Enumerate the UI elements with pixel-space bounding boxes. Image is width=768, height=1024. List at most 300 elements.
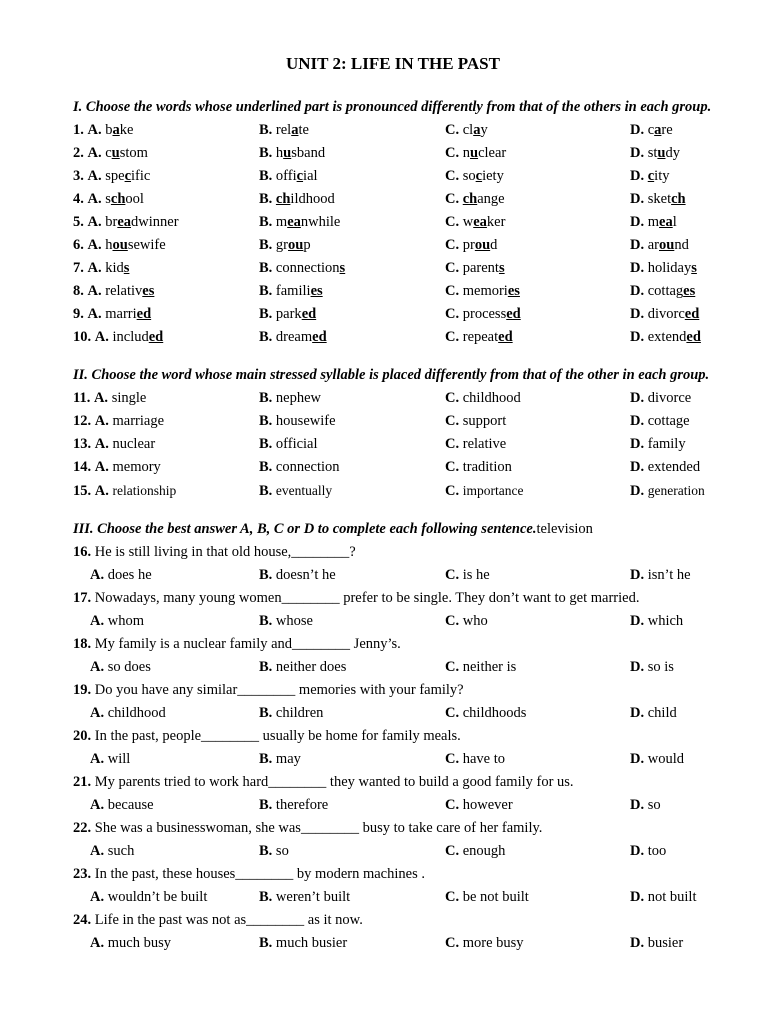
option-a <box>73 479 176 503</box>
question-number: 3. <box>73 168 84 184</box>
word-part: gr <box>275 237 289 253</box>
option-letter: C. <box>445 214 460 230</box>
option-text: would <box>647 751 684 767</box>
option-b <box>259 610 313 633</box>
word-part: cottag <box>647 283 684 299</box>
section-stress <box>73 364 709 502</box>
word-part: sket <box>647 191 672 207</box>
word-part: extend <box>647 329 687 345</box>
option-word: relationship <box>112 483 177 498</box>
question-number: 19. <box>73 682 92 698</box>
question-number: 14. <box>73 459 92 475</box>
option-d <box>630 211 677 234</box>
option-text: does he <box>107 567 152 583</box>
option-text: enough <box>462 843 506 859</box>
question-number: 13. <box>73 436 92 452</box>
word-part: offi <box>275 168 297 184</box>
underlined-part: ch <box>462 191 478 207</box>
option-d <box>630 303 699 326</box>
option-d <box>630 188 686 211</box>
section-heading-tail: television <box>536 521 593 537</box>
underlined-part: es <box>310 283 323 299</box>
option-text: who <box>462 613 488 629</box>
option-letter: B. <box>259 659 273 675</box>
option-letter: B. <box>259 797 273 813</box>
option-word: nuclear <box>112 436 156 452</box>
question-row <box>73 479 709 502</box>
option-a <box>73 326 163 349</box>
option-word: importance <box>462 483 524 498</box>
option-word: relative <box>462 436 507 452</box>
underlined-part: ea <box>659 214 673 230</box>
option-letter: B. <box>259 191 273 207</box>
option-letter: B. <box>259 306 273 322</box>
option-c <box>445 326 513 349</box>
option-a <box>90 702 166 725</box>
option-text: such <box>107 843 135 859</box>
word-part: c <box>647 122 655 138</box>
option-a <box>73 211 179 234</box>
option-letter: C. <box>445 483 460 499</box>
underlined-part: ea <box>473 214 487 230</box>
option-text: so is <box>647 659 674 675</box>
option-letter: A. <box>87 283 102 299</box>
question-row <box>73 280 711 303</box>
question-text: He is still living in that old house,________? <box>94 544 356 560</box>
word-part: y <box>480 122 488 138</box>
option-letter: A. <box>90 935 105 951</box>
option-text: wouldn’t be built <box>107 889 208 905</box>
option-letter: D. <box>630 145 645 161</box>
option-c <box>445 387 521 410</box>
option-word: divorce <box>647 390 692 406</box>
option-letter: A. <box>93 390 109 406</box>
word-part: n <box>462 145 470 161</box>
word-part: rel <box>275 122 292 138</box>
option-text: childhood <box>107 705 166 721</box>
option-a <box>73 188 144 211</box>
option-letter: B. <box>259 613 273 629</box>
underlined-part: u <box>111 145 120 161</box>
word-part: clear <box>478 145 507 161</box>
underlined-part: c <box>296 168 304 184</box>
option-d <box>630 234 689 257</box>
option-letter: A. <box>87 145 102 161</box>
option-a <box>73 433 155 456</box>
option-d <box>630 257 697 280</box>
option-letter: D. <box>630 705 645 721</box>
question-text-row <box>73 587 639 610</box>
option-b <box>259 234 311 257</box>
option-b <box>259 656 346 679</box>
option-letter: A. <box>87 237 102 253</box>
question-number: 11. <box>73 390 91 406</box>
option-letter: B. <box>259 168 273 184</box>
question-number: 24. <box>73 912 92 928</box>
word-part: ific <box>131 168 151 184</box>
option-letter: B. <box>259 145 273 161</box>
question-text: My family is a nuclear family and________ Jenny’s. <box>94 636 401 652</box>
word-part: memori <box>462 283 508 299</box>
option-d <box>630 656 674 679</box>
option-letter: B. <box>259 705 273 721</box>
option-letter: D. <box>630 214 645 230</box>
word-part: ar <box>647 237 659 253</box>
option-text: whom <box>107 613 144 629</box>
option-a <box>90 840 134 863</box>
option-letter: C. <box>445 889 460 905</box>
question-text-row <box>73 909 639 932</box>
underlined-part: u <box>283 145 292 161</box>
option-text: have to <box>462 751 506 767</box>
word-part: d <box>490 237 498 253</box>
option-letter: C. <box>445 751 460 767</box>
option-letter: D. <box>630 843 645 859</box>
question-number: 21. <box>73 774 92 790</box>
option-c <box>445 702 526 725</box>
word-part: nd <box>674 237 689 253</box>
word-part: s <box>105 191 111 207</box>
option-letter: C. <box>445 413 460 429</box>
option-letter: D. <box>630 260 645 276</box>
underlined-part: ea <box>117 214 132 230</box>
option-text: therefore <box>275 797 329 813</box>
options-row <box>73 748 684 771</box>
option-word: connection <box>275 459 340 475</box>
option-text: children <box>275 705 324 721</box>
word-part: stom <box>119 145 148 161</box>
underlined-part: a <box>112 122 120 138</box>
word-part: ke <box>119 122 134 138</box>
option-letter: A. <box>90 659 105 675</box>
word-part: ity <box>654 168 670 184</box>
option-b <box>259 748 301 771</box>
option-c <box>445 433 506 456</box>
option-b <box>259 119 309 142</box>
word-part: st <box>647 145 658 161</box>
option-letter: A. <box>87 122 102 138</box>
option-d <box>630 564 691 587</box>
option-d <box>630 886 696 909</box>
option-letter: D. <box>630 483 645 499</box>
option-a <box>73 303 151 326</box>
underlined-part: ed <box>498 329 513 345</box>
option-letter: A. <box>94 459 109 475</box>
option-word: family <box>647 436 686 452</box>
question-number: 6. <box>73 237 84 253</box>
option-letter: B. <box>259 751 273 767</box>
word-part: ool <box>125 191 144 207</box>
option-text: so does <box>107 659 151 675</box>
underlined-part: s <box>691 260 697 276</box>
option-b <box>259 433 318 456</box>
option-word: housewife <box>275 413 336 429</box>
option-letter: D. <box>630 191 645 207</box>
option-word: cottage <box>647 413 690 429</box>
option-letter: B. <box>259 889 273 905</box>
option-letter: C. <box>445 705 460 721</box>
option-b <box>259 142 325 165</box>
question-text: She was a businesswoman, she was________ busy to take care of her family. <box>94 820 543 836</box>
option-word: eventually <box>275 483 333 498</box>
option-letter: B. <box>259 260 273 276</box>
word-part: nwhile <box>300 214 341 230</box>
word-part: spe <box>105 168 125 184</box>
underlined-part: ou <box>288 237 304 253</box>
underlined-part: c <box>647 168 655 184</box>
option-b <box>259 257 345 280</box>
option-text: be not built <box>462 889 529 905</box>
word-part: connection <box>275 260 340 276</box>
question-text: In the past, these houses________ by modern machines . <box>94 866 425 882</box>
question-number: 2. <box>73 145 84 161</box>
word-part: dream <box>275 329 313 345</box>
underlined-part: es <box>683 283 696 299</box>
option-d <box>630 794 661 817</box>
underlined-part: a <box>473 122 481 138</box>
option-letter: A. <box>90 751 105 767</box>
question-number: 5. <box>73 214 84 230</box>
option-c <box>445 188 505 211</box>
question-row <box>73 188 711 211</box>
option-a <box>90 748 130 771</box>
question-text: In the past, people________ usually be home for family meals. <box>94 728 461 744</box>
question-row <box>73 119 711 142</box>
option-c <box>445 479 523 503</box>
option-d <box>630 142 680 165</box>
option-text: much busy <box>107 935 171 951</box>
question-number: 16. <box>73 544 92 560</box>
underlined-part: ed <box>136 306 152 322</box>
option-c <box>445 165 504 188</box>
word-part: iety <box>482 168 504 184</box>
word-part: includ <box>112 329 149 345</box>
option-a <box>90 886 207 909</box>
underlined-part: ed <box>301 306 317 322</box>
option-letter: A. <box>94 413 109 429</box>
options-row <box>73 840 667 863</box>
question-number: 9. <box>73 306 84 322</box>
option-letter: A. <box>90 889 105 905</box>
word-part: cl <box>462 122 474 138</box>
word-part: b <box>105 122 113 138</box>
option-letter: C. <box>445 329 460 345</box>
option-c <box>445 142 506 165</box>
option-b <box>259 564 336 587</box>
question-number: 10. <box>73 329 92 345</box>
option-letter: A. <box>90 843 105 859</box>
word-part: h <box>105 237 113 253</box>
option-b <box>259 188 335 211</box>
option-c <box>445 280 520 303</box>
option-letter: B. <box>259 459 273 475</box>
option-d <box>630 387 691 410</box>
word-part: relativ <box>105 283 143 299</box>
question-row <box>73 433 709 456</box>
option-letter: B. <box>259 283 273 299</box>
option-text: child <box>647 705 677 721</box>
question-row <box>73 303 711 326</box>
option-word: extended <box>647 459 701 475</box>
options-row <box>73 656 674 679</box>
option-text: so <box>275 843 289 859</box>
question-text: Life in the past was not as________ as it now. <box>94 912 363 928</box>
option-text: however <box>462 797 513 813</box>
option-d <box>630 433 686 456</box>
option-letter: C. <box>445 306 460 322</box>
word-part: p <box>303 237 311 253</box>
option-b <box>259 932 347 955</box>
option-letter: D. <box>630 122 645 138</box>
option-letter: D. <box>630 283 645 299</box>
option-word: support <box>462 413 507 429</box>
underlined-part: ed <box>686 329 701 345</box>
option-letter: C. <box>445 613 460 629</box>
option-b <box>259 886 350 909</box>
section-heading-text: III. Choose the best answer A, B, C or D to complete each following sentence. <box>73 521 537 537</box>
option-letter: D. <box>630 567 645 583</box>
word-part: dwinner <box>131 214 179 230</box>
word-part: ildhood <box>290 191 335 207</box>
option-letter: D. <box>630 390 645 406</box>
word-part: ker <box>486 214 506 230</box>
question-row <box>73 456 709 479</box>
option-text: isn’t he <box>647 567 691 583</box>
option-text: neither does <box>275 659 347 675</box>
option-text: not built <box>647 889 697 905</box>
option-text: which <box>647 613 684 629</box>
option-letter: C. <box>445 260 460 276</box>
word-part: kid <box>105 260 124 276</box>
option-b <box>259 479 332 503</box>
option-a <box>73 280 154 303</box>
option-letter: D. <box>630 935 645 951</box>
underlined-part: s <box>339 260 346 276</box>
option-letter: C. <box>445 935 460 951</box>
question-number: 1. <box>73 122 84 138</box>
section-heading: I. Choose the words whose underlined part is pronounced differently from that of the others in each group. <box>73 99 712 115</box>
option-letter: A. <box>90 705 105 721</box>
question-row <box>73 234 711 257</box>
option-letter: B. <box>259 329 273 345</box>
word-part: pr <box>462 237 475 253</box>
question-text-row <box>73 863 639 886</box>
option-letter: C. <box>445 168 460 184</box>
option-a <box>73 257 129 280</box>
option-a <box>90 932 171 955</box>
underlined-part: ed <box>148 329 164 345</box>
option-c <box>445 211 505 234</box>
option-text: childhoods <box>462 705 527 721</box>
underlined-part: ch <box>110 191 126 207</box>
underlined-part: ou <box>659 237 675 253</box>
option-b <box>259 326 327 349</box>
question-text-row <box>73 633 639 656</box>
option-letter: C. <box>445 191 460 207</box>
option-text: so <box>647 797 661 813</box>
option-b <box>259 410 336 433</box>
word-part: repeat <box>462 329 499 345</box>
option-d <box>630 702 677 725</box>
options-row <box>73 932 684 955</box>
option-letter: A. <box>90 567 105 583</box>
option-letter: C. <box>445 567 460 583</box>
option-letter: B. <box>259 436 273 452</box>
question-row <box>73 257 711 280</box>
question-text: Nowadays, many young women________ prefer to be single. They don’t want to get married. <box>94 590 640 606</box>
option-letter: D. <box>630 459 645 475</box>
question-text-row <box>73 679 639 702</box>
option-letter: D. <box>630 306 645 322</box>
option-word: tradition <box>462 459 512 475</box>
underlined-part: ch <box>671 191 686 207</box>
option-letter: D. <box>630 797 645 813</box>
word-part: ange <box>477 191 505 207</box>
option-c <box>445 840 505 863</box>
word-part: so <box>462 168 476 184</box>
underlined-part: u <box>657 145 666 161</box>
option-b <box>259 794 328 817</box>
option-letter: B. <box>259 567 273 583</box>
option-text: because <box>107 797 154 813</box>
question-number: 8. <box>73 283 84 299</box>
option-a <box>73 142 148 165</box>
option-text: may <box>275 751 301 767</box>
word-part: process <box>462 306 507 322</box>
word-part: park <box>275 306 302 322</box>
underlined-part: ed <box>312 329 327 345</box>
option-a <box>73 387 146 410</box>
option-letter: B. <box>259 237 273 253</box>
option-c <box>445 794 513 817</box>
option-letter: A. <box>87 191 102 207</box>
option-c <box>445 932 524 955</box>
underlined-part: es <box>507 283 520 299</box>
word-part: w <box>462 214 474 230</box>
question-text: Do you have any similar________ memories with your family? <box>94 682 464 698</box>
option-c <box>445 257 505 280</box>
option-letter: C. <box>445 436 460 452</box>
option-letter: B. <box>259 483 273 499</box>
option-letter: D. <box>630 413 645 429</box>
question-number: 4. <box>73 191 84 207</box>
option-d <box>630 840 666 863</box>
underlined-part: u <box>469 145 479 161</box>
option-letter: B. <box>259 122 273 138</box>
option-word: memory <box>112 459 161 475</box>
option-d <box>630 165 669 188</box>
option-b <box>259 387 321 410</box>
question-number: 7. <box>73 260 84 276</box>
word-part: l <box>672 214 677 230</box>
underlined-part: ch <box>275 191 291 207</box>
option-b <box>259 165 318 188</box>
word-part: holiday <box>647 260 692 276</box>
option-c <box>445 610 488 633</box>
option-text: too <box>647 843 667 859</box>
option-word: nephew <box>275 390 322 406</box>
underlined-part: ed <box>684 306 700 322</box>
option-letter: A. <box>87 260 102 276</box>
option-letter: A. <box>94 329 109 345</box>
option-letter: D. <box>630 659 645 675</box>
option-c <box>445 456 512 479</box>
option-letter: A. <box>94 436 109 452</box>
question-row <box>73 410 709 433</box>
word-part: c <box>105 145 112 161</box>
option-letter: A. <box>94 483 109 499</box>
underlined-part: s <box>498 260 505 276</box>
